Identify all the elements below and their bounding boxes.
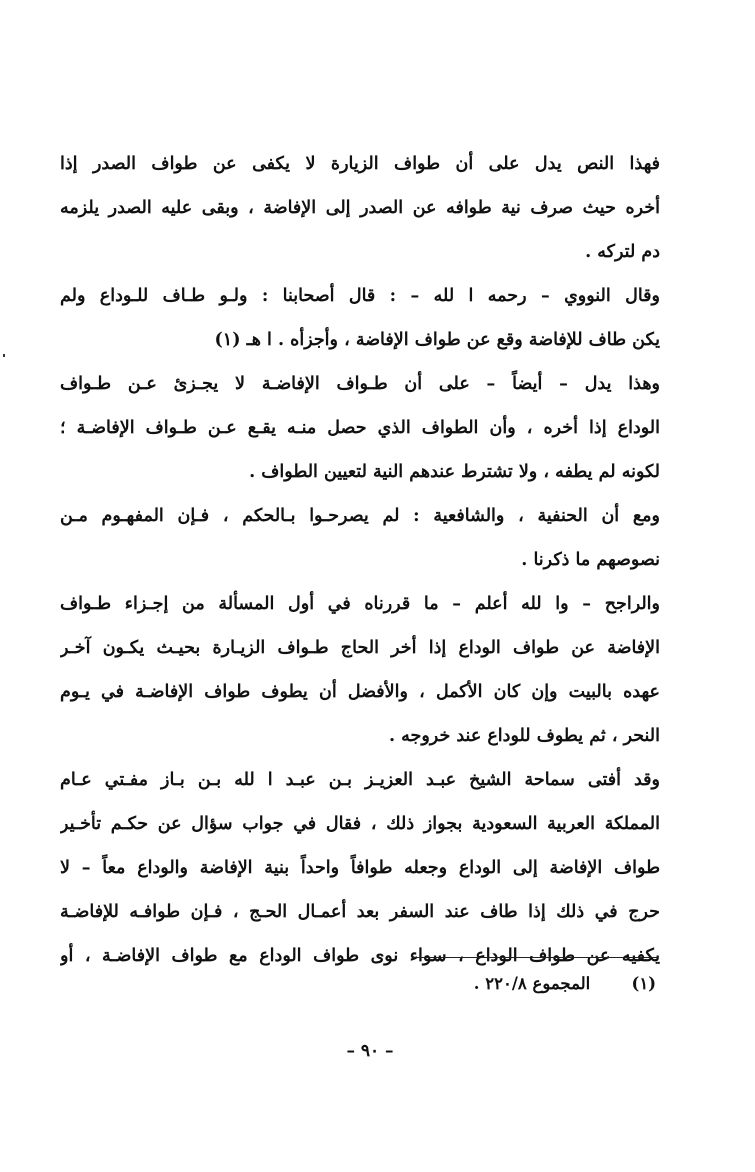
- text-line: دم لتركه .: [585, 242, 660, 262]
- text-line: حرج في ذلك إذا طاف عند السفر بعد أعمـال الحـج ، فـإن طوافـه للإفاضـة: [60, 902, 660, 922]
- text-line: المملكة العربية السعودية بجواز ذلك ، فقال في جواب سؤال عن حكـم تأخـير: [60, 814, 660, 834]
- text-line: والراجح – وا لله أعلم – ما قررناه في أول المسألة من إجـزاء طـواف: [60, 594, 660, 614]
- text-line: طواف الإفاضة إلى الوداع وجعله طوافاً واحداً بنية الإفاضة والوداع معاً – لا: [60, 858, 660, 878]
- footnote: [200, 968, 656, 1000]
- footnote-marker: (١): [631, 974, 656, 993]
- text-line: ومع أن الحنفية ، والشافعية : لم يصرحـوا بـالحكم ، فـإن المفهـوم مـن: [60, 506, 660, 526]
- text-line: عهده بالبيت وإن كان الأكمل ، والأفضل أن يطوف طواف الإفاضـة في يـوم: [60, 682, 660, 702]
- text-line: نصوصهم ما ذكرنا .: [521, 550, 660, 570]
- footnote-divider: [412, 957, 658, 958]
- scan-edge-mark: [3, 354, 5, 357]
- text-line: يكفيه عن طواف الوداع ، سواء نوى طواف الوداع مع طواف الإفاضـة ، أو: [60, 946, 660, 966]
- footnote-text: المجموع ٢٢٠/٨ .: [473, 974, 591, 993]
- text-line: وقال النووي – رحمه ا لله – : قال أصحابنا : ولـو طـاف للـوداع ولم: [60, 286, 660, 306]
- text-line: الوداع إذا أخره ، وأن الطواف الذي حصل منـه يقـع عـن طـواف الإفاضـة ؛: [60, 418, 660, 438]
- text-line: لكونه لم يطفه ، ولا تشترط عندهم النية لتعيين الطواف .: [249, 462, 660, 482]
- text-line: أخره حيث صرف نية طوافه عن الصدر إلى الإفاضة ، وبقى عليه الصدر يلزمه: [60, 198, 660, 218]
- page-number: – ٩٠ –: [346, 1041, 394, 1061]
- text-line: يكن طاف للإفاضة وقع عن طواف الإفاضة ، وأجزأه . ا هـ (١): [214, 330, 660, 350]
- text-line: النحر ، ثم يطوف للوداع عند خروجه .: [388, 726, 660, 746]
- text-line: وقد أفتى سماحة الشيخ عبـد العزيـز بـن عبـد ا لله بـن بـاز مفـتي عـام: [60, 770, 660, 790]
- text-line: الإفاضة عن طواف الوداع إذا أخر الحاج طـواف الزيـارة بحيـث يكـون آخـر: [60, 638, 660, 658]
- body-text: [60, 142, 660, 978]
- text-line: فهذا النص يدل على أن طواف الزيارة لا يكفى عن طواف الصدر إذا: [60, 154, 660, 174]
- text-line: وهذا يدل – أيضاً – على أن طـواف الإفاضـة لا يجـزئ عـن طـواف: [60, 374, 660, 394]
